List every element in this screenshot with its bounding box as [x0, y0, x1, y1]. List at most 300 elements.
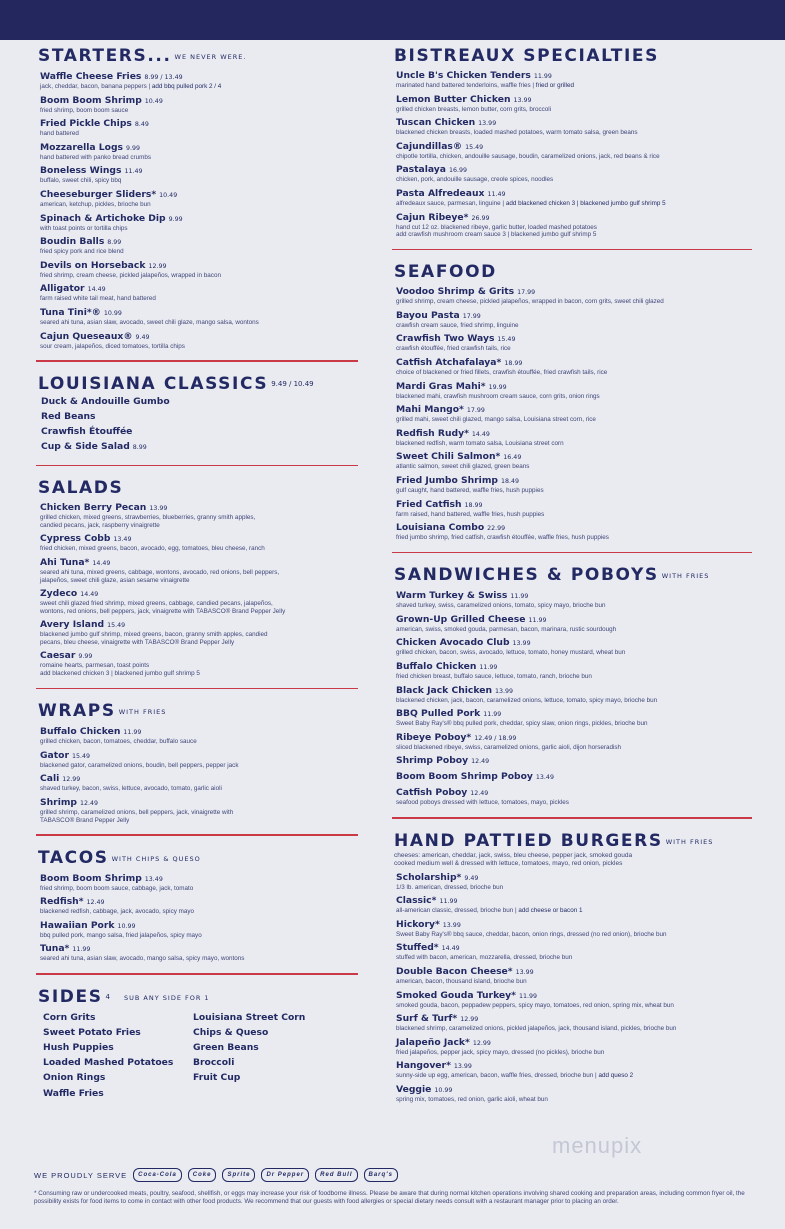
- item-price: 22.99: [487, 525, 506, 533]
- item-name: [396, 685, 752, 697]
- item-title: Redfish Rudy*: [396, 427, 469, 439]
- item-description: [40, 785, 358, 793]
- item-desc-text: grilled mahi, sweet chili glazed, mango salsa, Louisiana street corn, rice: [396, 416, 596, 424]
- item-description: [396, 884, 752, 892]
- menu-item: [41, 439, 358, 455]
- menu-item: [396, 357, 752, 377]
- item-name: [40, 533, 358, 545]
- item-name: [396, 428, 752, 440]
- item-desc-text: grilled chicken breasts, lemon butter, corn grits, broccoli: [396, 105, 552, 113]
- item-title: Stuffed*: [396, 942, 439, 954]
- menu-item: [396, 872, 752, 892]
- watermark: menupix: [552, 1133, 643, 1158]
- item-title: Pasta Alfredeaux: [396, 187, 485, 199]
- top-banner: [0, 0, 785, 40]
- menu-item: [40, 588, 358, 615]
- logo-coca-cola: Coca-Cola: [133, 1168, 182, 1182]
- item-description: [396, 487, 752, 495]
- item-description: [40, 600, 358, 615]
- menu-item: [396, 94, 752, 114]
- item-description: [396, 345, 752, 353]
- item-title: Shrimp: [40, 796, 77, 808]
- item-price: 9.99: [168, 215, 183, 223]
- menu-item: [40, 797, 358, 824]
- item-name: [396, 188, 752, 200]
- item-price: 9.49: [135, 333, 150, 341]
- item-title: Uncle B's Chicken Tenders: [396, 70, 531, 81]
- item-desc-text: sweet chili glazed fried shrimp, mixed greens, cabbage, candied pecans, jalapeños, wontons, red onions, bell peppers, jack, vinaigrette with TABASCO® Brand Pepper Jelly: [40, 600, 286, 615]
- item-desc-text: grilled chicken, bacon, swiss, avocado, lettuce, tomato, honey mustard, wheat bun: [396, 649, 626, 657]
- item-title: Zydeco: [40, 588, 78, 600]
- menu-item: [396, 117, 752, 137]
- item-price: 17.99: [462, 312, 481, 320]
- section-title: BISTREAUX SPECIALTIES: [394, 46, 659, 66]
- menu-item: [40, 283, 358, 303]
- item-name: [40, 896, 358, 908]
- item-price: 12.99: [148, 262, 167, 270]
- item-name: [396, 164, 752, 176]
- item-addon: add bbq pulled pork 2 / 4: [151, 83, 222, 90]
- item-title: Devils on Horseback: [40, 259, 146, 271]
- item-name: [396, 919, 752, 931]
- item-desc-text: Sweet Baby Ray's® bbq sauce, cheddar, bacon, onion rings, dressed (no red onion), brioche bun: [396, 930, 667, 938]
- menu-item: [40, 896, 358, 916]
- menu-item: [396, 1060, 752, 1080]
- menu-item: [40, 213, 358, 233]
- item-price: 12.49 / 18.99: [474, 734, 517, 742]
- item-price: 13.99: [478, 120, 497, 128]
- section-title: SANDWICHES & POBOYS $^{WITH FRIES}$: [394, 565, 710, 586]
- item-desc-text: grilled shrimp, cream cheese, pickled jalapeños, wrapped in bacon, corn grits, sweet chili glazed: [396, 298, 664, 306]
- side-item: Broccoli: [193, 1057, 235, 1069]
- item-price: 19.99: [488, 383, 507, 391]
- item-price: 11.49: [124, 168, 143, 176]
- side-item: Louisiana Street Corn: [193, 1011, 306, 1023]
- item-name: [396, 1060, 752, 1072]
- item-name: [396, 333, 752, 345]
- item-desc-text: choice of blackened or fried fillets, crawfish étouffée, fried crawfish tails, rice: [396, 369, 608, 377]
- item-price: 16.49: [503, 454, 522, 462]
- menu-item: [40, 95, 358, 115]
- item-title: Ahi Tuna*: [40, 556, 90, 568]
- section-subtitle: WITH FRIES: [661, 572, 710, 581]
- section-salads: [36, 478, 358, 678]
- item-name: [396, 70, 752, 82]
- item-title: Chicken Avocado Club: [396, 637, 510, 649]
- item-name: [40, 773, 358, 785]
- item-title: Cypress Cobb: [40, 533, 111, 545]
- item-desc-text: gulf caught, hand battered, waffle fries, hush puppies: [396, 487, 544, 494]
- item-description: [40, 343, 358, 351]
- item-description: [396, 463, 752, 471]
- item-price: 10.49: [144, 97, 163, 105]
- item-name: [40, 118, 358, 130]
- item-price: 12.49: [80, 799, 99, 807]
- item-name: [40, 95, 358, 107]
- item-title: Tuna Tini*®: [40, 306, 101, 318]
- side-item: Sweet Potato Fries: [43, 1026, 141, 1038]
- item-desc-text: fried shrimp, cream cheese, pickled jalapeños, wrapped in bacon: [40, 271, 221, 279]
- menu-item: [41, 409, 358, 424]
- item-price: 18.99: [464, 501, 483, 509]
- footer: [34, 1168, 754, 1206]
- item-name: [396, 286, 752, 298]
- menu-item: [40, 873, 358, 893]
- section-note: cheeses: american, cheddar, jack, swiss, bleu cheese, pepper jack, smoked gouda cooked medium well & dressed with lettuce, tomatoes, mayo, red onion, pickles: [394, 851, 633, 867]
- item-desc-text: farm raised white tail meat, hand battered: [40, 295, 156, 303]
- item-description: [396, 129, 752, 137]
- item-title: Boom Boom Shrimp Poboy: [396, 771, 533, 783]
- item-price: 9.99: [126, 144, 141, 152]
- item-title: Surf & Turf*: [396, 1013, 458, 1025]
- divider: [36, 465, 358, 467]
- menu-item: [396, 755, 752, 767]
- item-title: Warm Turkey & Swiss: [396, 590, 508, 602]
- item-description: [396, 931, 752, 939]
- item-title: Mahi Mango*: [396, 404, 464, 416]
- logo-coke: Coke: [188, 1168, 217, 1182]
- item-desc-text: all-american classic, dressed, brioche bun: [396, 907, 514, 915]
- item-title: Scholarship*: [396, 871, 462, 883]
- item-description: [396, 393, 752, 401]
- section-price: 9.49 / 10.49: [271, 379, 314, 388]
- menu-item: [40, 943, 358, 963]
- item-name: [40, 236, 358, 248]
- menu-item: [40, 773, 358, 793]
- item-description: [40, 154, 358, 162]
- divider: [36, 360, 358, 362]
- item-description: [40, 319, 358, 327]
- item-description: [396, 954, 752, 962]
- item-desc-text: romaine hearts, parmesan, toast points: [40, 662, 150, 670]
- item-name: [396, 872, 752, 884]
- item-price: 9.99: [78, 653, 93, 661]
- item-price: 12.99: [460, 1016, 479, 1024]
- item-name: [396, 590, 752, 602]
- item-description: [40, 201, 358, 209]
- menu-item: [40, 260, 358, 280]
- item-title: Catfish Atchafalaya*: [396, 357, 502, 369]
- section-subtitle: WE NEVER WERE.: [174, 53, 247, 61]
- item-name: [396, 141, 752, 153]
- side-item: Green Beans: [193, 1041, 259, 1053]
- item-price: 11.99: [123, 729, 142, 737]
- item-desc-text: marinated hand battered tenderloins, waffle fries: [396, 82, 531, 89]
- item-name: [396, 499, 752, 511]
- item-price: 13.49: [113, 536, 132, 544]
- menu-item: [396, 1037, 752, 1057]
- item-desc-text: blackened shrimp, caramelized onions, pickled jalapeños, jack, thousand island, pickles, brioche bun: [396, 1025, 677, 1033]
- menu-item: [396, 475, 752, 495]
- item-desc-text: alfredeaux sauce, parmesan, linguine: [396, 199, 501, 207]
- item-name: [396, 732, 752, 744]
- item-description: [396, 153, 752, 161]
- item-price: 13.99: [512, 640, 531, 648]
- menu-item: [40, 71, 358, 91]
- item-price: 10.99: [117, 922, 136, 930]
- item-desc-text: seared ahi tuna, asian slaw, avocado, mango salsa, spicy mayo, wontons: [40, 955, 245, 963]
- item-price: 18.99: [504, 360, 523, 368]
- item-desc-text: crawfish cream sauce, fried shrimp, linguine: [396, 321, 519, 329]
- menu-item: [40, 236, 358, 256]
- item-name: [396, 212, 752, 224]
- item-price: 13.99: [149, 505, 168, 513]
- item-price: 12.49: [471, 758, 490, 766]
- item-description: [396, 106, 752, 114]
- item-price: 14.49: [441, 945, 460, 953]
- side-item: [193, 1086, 353, 1101]
- item-desc-text: blackened redfish, cabbage, jack, avocado, spicy mayo: [40, 908, 195, 916]
- proudly-serve: [34, 1168, 754, 1182]
- side-item: Hush Puppies: [43, 1041, 114, 1053]
- item-description: [396, 224, 752, 232]
- item-price: 11.99: [533, 73, 552, 80]
- section-starters: [36, 46, 358, 350]
- item-desc-text: grilled shrimp, caramelized onions, bell peppers, jack, vinaigrette with TABASCO® Brand Pepper Jelly: [40, 808, 234, 824]
- item-price: 11.99: [483, 711, 502, 719]
- item-description: alfredeaux sauce, parmesan, linguine | add blackened chicken 3 | blackened jumbo gulf shrimp 5: [396, 199, 666, 207]
- item-name: [40, 619, 358, 631]
- item-title: Duck & Andouille Gumbo: [41, 395, 170, 407]
- item-name: [40, 189, 358, 201]
- menu-item: [40, 307, 358, 327]
- item-title: Cajundillas®: [396, 140, 463, 152]
- proudly-serve-label: WE PROUDLY SERVE: [34, 1170, 128, 1180]
- item-title: Chicken Berry Pecan: [40, 502, 147, 514]
- item-desc-text: hand cut 12 oz. blackened ribeye, garlic butter, loaded mashed potatoes: [396, 223, 597, 231]
- item-description: [396, 534, 752, 542]
- item-desc-text: chicken, pork, andouille sausage, creole spices, noodles: [396, 176, 554, 184]
- item-description: [396, 298, 752, 306]
- item-title: Cheeseburger Sliders*: [40, 188, 157, 200]
- section-title: HAND PATTIED BURGERS $^{WITH FRIES}$: [394, 830, 714, 851]
- menu-item: [396, 919, 752, 939]
- section-title: STARTERS... $^{WE NEVER WERE.}$: [38, 46, 247, 66]
- item-desc-text: shaved turkey, swiss, caramelized onions, tomato, spicy mayo, brioche bun: [396, 602, 606, 610]
- section-sides: [36, 987, 358, 1101]
- item-price: 8.99 / 13.49: [144, 74, 183, 81]
- menu-item: [396, 164, 752, 184]
- item-name: [40, 283, 358, 295]
- item-addon: fried or grilled: [535, 82, 574, 89]
- item-price: 11.99: [528, 616, 547, 624]
- item-description: [40, 295, 358, 303]
- item-name: [396, 522, 752, 534]
- menu-item: [40, 165, 358, 185]
- item-description: [396, 322, 752, 330]
- item-description: [396, 673, 752, 681]
- menu-item: [396, 685, 752, 705]
- section-title: SIDES 4 $^{SUB ANY SIDE FOR 1}$: [38, 986, 210, 1007]
- item-name: [396, 357, 752, 369]
- item-title: Hangover*: [396, 1060, 451, 1072]
- item-desc-text: sliced blackened ribeye, swiss, caramelized onions, garlic aioli, dijon horseradish: [396, 743, 622, 751]
- item-title: Cup & Side Salad: [41, 440, 130, 452]
- item-price: 9.49: [464, 874, 479, 882]
- section-price: 4: [105, 992, 111, 1001]
- item-price: 13.99: [442, 921, 461, 929]
- item-price: 13.49: [535, 774, 554, 782]
- item-title: Redfish*: [40, 896, 84, 908]
- item-name: [40, 331, 358, 343]
- item-desc-text: chipotle tortilla, chicken, andouille sausage, boudin, caramelized onions, jack, red beans & rice: [396, 152, 660, 160]
- item-desc-text: Sweet Baby Ray's® bbq pulled pork, cheddar, spicy slaw, onion rings, pickles, brioche bun: [396, 720, 648, 728]
- menu-item: [396, 590, 752, 610]
- menu-item: [396, 381, 752, 401]
- item-name: [40, 920, 358, 932]
- item-price: 16.99: [449, 167, 468, 175]
- side-item: Waffle Fries: [43, 1087, 104, 1099]
- item-desc-text: crawfish étouffée, fried crawfish tails, rice: [396, 345, 511, 353]
- item-desc-text: blackened redfish, warm tomato salsa, Louisiana street corn: [396, 439, 564, 447]
- item-price: 11.99: [439, 898, 458, 906]
- item-price: 11.99: [518, 992, 537, 1000]
- item-desc-text: hand battered: [40, 130, 79, 138]
- menu-item: [396, 522, 752, 542]
- menu-item: [40, 726, 358, 746]
- item-title: Tuscan Chicken: [396, 117, 476, 129]
- item-description: [396, 369, 752, 377]
- item-title: Catfish Poboy: [396, 787, 468, 799]
- item-description: [40, 225, 358, 233]
- item-name: [396, 895, 752, 907]
- item-title: Boom Boom Shrimp: [40, 872, 142, 884]
- item-title: Buffalo Chicken: [396, 661, 477, 673]
- item-desc-text: fried jalapeños, pepper jack, spicy mayo, dressed (no pickles), brioche bun: [396, 1048, 605, 1056]
- item-price: 26.99: [471, 214, 490, 222]
- item-description: [396, 626, 752, 634]
- item-name: [396, 966, 752, 978]
- item-name: [396, 614, 752, 626]
- right-column: [392, 46, 752, 1103]
- item-title: Veggie: [396, 1083, 432, 1095]
- item-desc-text: with toast points or tortilla chips: [40, 224, 128, 232]
- section-tacos: [36, 848, 358, 963]
- item-name: [396, 661, 752, 673]
- item-title: Hickory*: [396, 918, 440, 930]
- item-name: [40, 726, 358, 738]
- item-addon: add blackened chicken 3 | blackened jumbo gulf shrimp 5: [505, 199, 666, 207]
- item-title: Spinach & Artichoke Dip: [40, 212, 166, 224]
- item-desc-text: shaved turkey, bacon, swiss, lettuce, avocado, tomato, garlic aioli: [40, 785, 222, 793]
- item-price: 12.99: [472, 1039, 491, 1047]
- item-price: 11.49: [487, 190, 506, 198]
- item-price: 12.49: [470, 790, 489, 798]
- item-description: [396, 697, 752, 705]
- menu-item: [396, 661, 752, 681]
- item-description: [40, 107, 358, 115]
- item-price: 12.99: [62, 776, 81, 784]
- item-name: [396, 708, 752, 720]
- item-title: Mardi Gras Mahi*: [396, 380, 486, 392]
- item-desc-text: blackened chicken breasts, loaded mashed potatoes, warm tomato salsa, green beans: [396, 129, 638, 137]
- item-price: 11.99: [479, 664, 498, 672]
- item-title: Caesar: [40, 650, 76, 662]
- section-title: WRAPS $^{WITH FRIES}$: [38, 701, 167, 722]
- item-description: [40, 809, 358, 824]
- section-seafood: [392, 262, 752, 542]
- item-name: [396, 451, 752, 463]
- item-title: Bayou Pasta: [396, 309, 460, 321]
- menu-item: [396, 771, 752, 783]
- item-price: 10.99: [103, 309, 122, 317]
- item-desc-text: blackened mahi, crawfish mushroom cream sauce, corn grits, onion rings: [396, 392, 600, 400]
- item-title: Classic*: [396, 895, 437, 907]
- item-title: Avery Island: [40, 619, 105, 631]
- menu-item: [40, 619, 358, 646]
- item-desc-text: grilled chicken, mixed greens, strawberries, blueberries, granny smith apples, candied pecans, jack, raspberry vinaigrette: [40, 514, 256, 529]
- menu-item: [40, 502, 358, 529]
- item-desc-text: fried shrimp, boom boom sauce: [40, 106, 129, 114]
- item-title: Boom Boom Shrimp: [40, 94, 142, 106]
- item-title: Fried Catfish: [396, 498, 462, 510]
- item-desc-text: blackened jumbo gulf shrimp, mixed greens, bacon, granny smith apples, candied pecans, bleu cheese, vinaigrette with TABASCO® Brand Pepper Jelly: [40, 631, 268, 646]
- item-name: [40, 797, 358, 809]
- item-addon-line: add blackened chicken 3 | blackened jumbo gulf shrimp 5: [40, 670, 200, 678]
- item-name: [40, 307, 358, 319]
- side-item: Onion Rings: [43, 1072, 106, 1084]
- item-name: [40, 557, 358, 569]
- item-title: Cajun Ribeye*: [396, 211, 469, 223]
- item-description: [396, 1096, 752, 1104]
- item-description: [40, 545, 358, 553]
- item-description: [396, 440, 752, 448]
- item-price: 13.99: [513, 96, 532, 104]
- item-name: [40, 502, 358, 514]
- item-title: Fried Pickle Chips: [40, 118, 132, 130]
- menu-item: [396, 732, 752, 752]
- item-title: Boudin Balls: [40, 236, 105, 248]
- menu-item: [396, 310, 752, 330]
- item-price: 15.49: [71, 752, 91, 760]
- item-desc-text: american, bacon, thousand island, brioche bun: [396, 977, 527, 985]
- item-description: [396, 511, 752, 519]
- item-name: [40, 142, 358, 154]
- section-subtitle: SUB ANY SIDE FOR 1: [124, 993, 210, 1002]
- divider: [36, 973, 358, 975]
- menu-item: [41, 394, 358, 409]
- item-desc-text: seared ahi tuna, mixed greens, cabbage, wontons, avocado, red onions, bell peppers, jalapeños, sweet chili glaze, asian sesame vinaigrette: [40, 568, 280, 584]
- item-description: [40, 514, 358, 529]
- item-name: [40, 750, 358, 762]
- item-name: [396, 404, 752, 416]
- item-name: [396, 94, 752, 106]
- section-bistreaux-specialties: [392, 46, 752, 239]
- item-desc-text: atlantic salmon, sweet chili glazed, green beans: [396, 463, 530, 471]
- menu-item: [396, 1084, 752, 1104]
- item-price: 10.49: [159, 191, 178, 199]
- item-title: Cali: [40, 773, 60, 785]
- item-title: Mozzarella Logs: [40, 141, 124, 153]
- item-description: [40, 932, 358, 940]
- item-desc-text: fried chicken, mixed greens, bacon, avocado, egg, tomatoes, bleu cheese, ranch: [40, 545, 265, 553]
- section-title: LOUISIANA CLASSICS 9.49 / 10.49: [38, 373, 314, 394]
- item-description: [396, 744, 752, 752]
- item-price: 8.49: [134, 121, 149, 129]
- item-name: [40, 165, 358, 177]
- item-name: [396, 310, 752, 322]
- item-price: 14.49: [80, 591, 99, 599]
- item-price: 17.99: [517, 289, 536, 297]
- divider: [392, 552, 752, 554]
- item-price: 12.49: [86, 899, 105, 907]
- item-title: Lemon Butter Chicken: [396, 93, 511, 105]
- item-title: Grown-Up Grilled Cheese: [396, 613, 526, 625]
- item-price: 13.99: [515, 968, 534, 976]
- item-name: [40, 260, 358, 272]
- item-description: all-american classic, dressed, brioche bun | add cheese or bacon 1: [396, 907, 583, 915]
- side-item: Corn Grits: [43, 1011, 96, 1023]
